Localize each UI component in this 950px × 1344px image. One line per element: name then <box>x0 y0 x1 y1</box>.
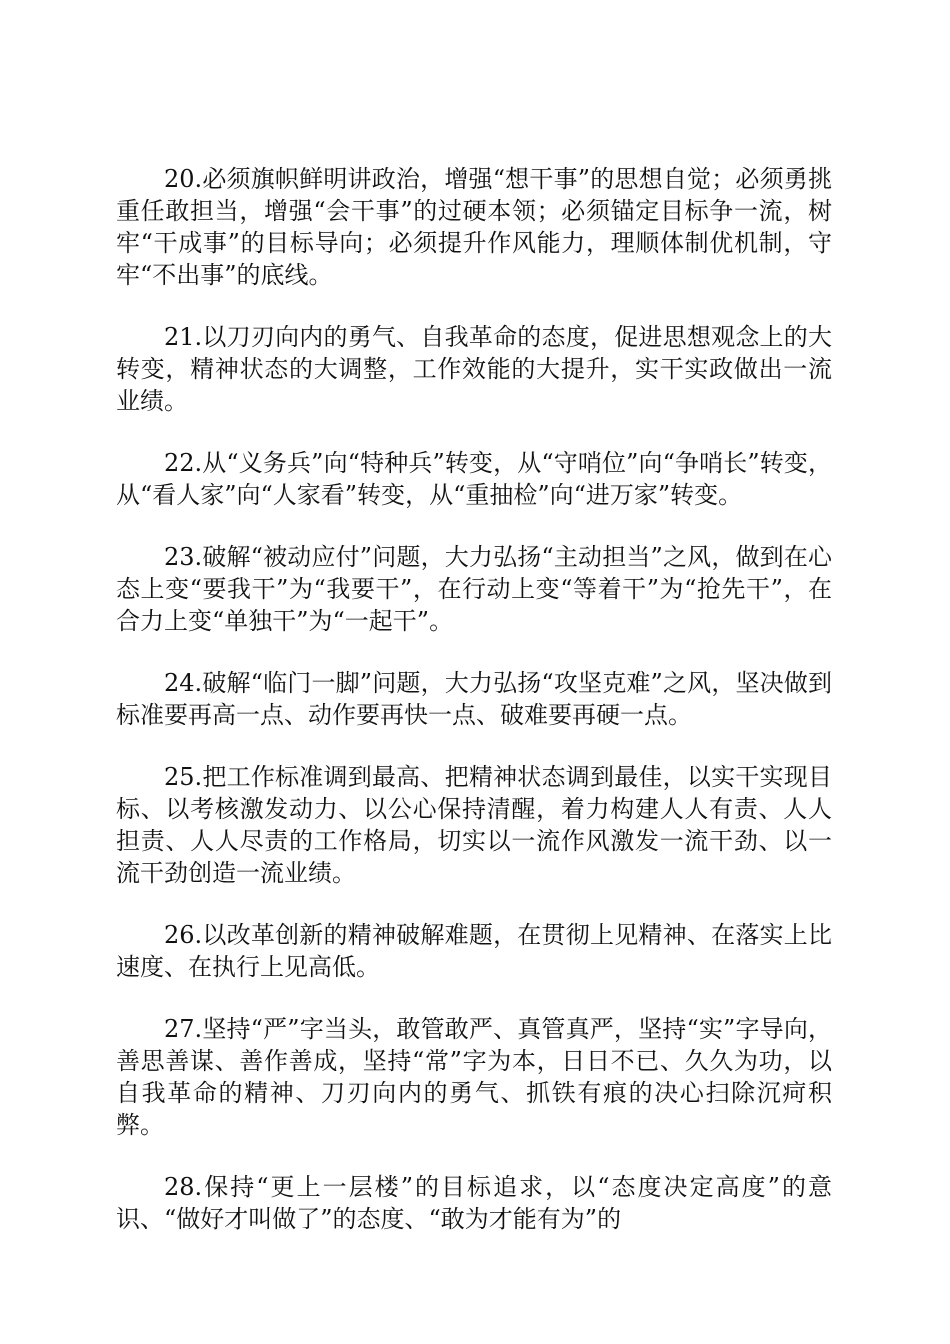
paragraph-21: 21.以刀刃向内的勇气、自我革命的态度，促进思想观念上的大转变，精神状态的大调整，工作效能的大提升，实干实政做出一流业绩。 <box>116 323 832 415</box>
paragraph-24: 24.破解“临门一脚”问题，大力弘扬“攻坚克难”之风，坚决做到标准要再高一点、动作要再快一点、破难要再硬一点。 <box>116 669 832 729</box>
paragraph-20: 20.必须旗帜鲜明讲政治，增强“想干事”的思想自觉；必须勇挑重任敢担当，增强“会干事”的过硬本领；必须锚定目标争一流，树牢“干成事”的目标导向；必须提升作风能力，理顺体制优机制，守牢“不出事”的底线。 <box>116 165 832 289</box>
paragraph-26: 26.以改革创新的精神破解难题，在贯彻上见精神、在落实上比速度、在执行上见高低。 <box>116 921 832 981</box>
paragraph-25: 25.把工作标准调到最高、把精神状态调到最佳，以实干实现目标、以考核激发动力、以公心保持清醒，着力构建人人有责、人人担责、人人尽责的工作格局，切实以一流作风激发一流干劲、以一流干劲创造一流业绩。 <box>116 763 832 887</box>
document-body <box>116 163 832 1265</box>
paragraph-23: 23.破解“被动应付”问题，大力弘扬“主动担当”之风，做到在心态上变“要我干”为“我要干”，在行动上变“等着干”为“抢先干”，在合力上变“单独干”为“一起干”。 <box>116 543 832 635</box>
paragraph-27: 27.坚持“严”字当头，敢管敢严、真管真严，坚持“实”字导向，善思善谋、善作善成，坚持“常”字为本，日日不已、久久为功，以自我革命的精神、刀刃向内的勇气、抓铁有痕的决心扫除沉疴积弊。 <box>116 1015 832 1139</box>
paragraph-22: 22.从“义务兵”向“特种兵”转变，从“守哨位”向“争哨长”转变，从“看人家”向“人家看”转变，从“重抽检”向“进万家”转变。 <box>116 449 832 509</box>
paragraph-28: 28.保持“更上一层楼”的目标追求，以“态度决定高度”的意识、“做好才叫做了”的态度、“敢为才能有为”的 <box>116 1173 832 1233</box>
